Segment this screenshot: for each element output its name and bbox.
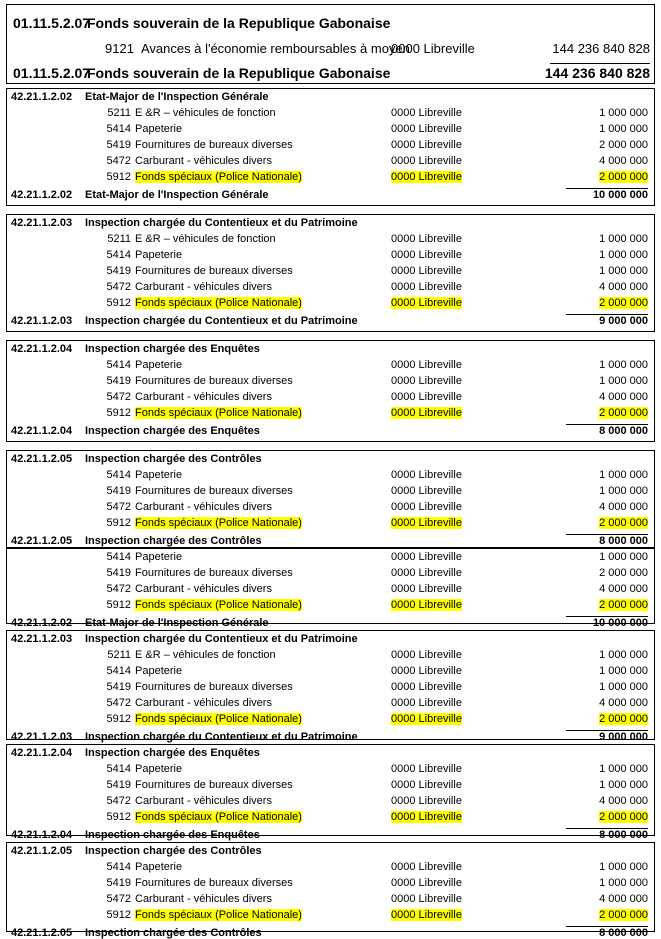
- location: 0000 Libreville: [391, 567, 462, 579]
- account-code: 5472: [106, 391, 131, 403]
- location: 0000 Libreville: [391, 469, 462, 481]
- account-label: Carburant - véhicules divers: [135, 501, 272, 513]
- section-code: 42.21.1.2.04: [11, 343, 73, 355]
- location: 0000 Libreville: [391, 375, 462, 387]
- location: 0000 Libreville: [391, 713, 462, 725]
- account-label: Fonds spéciaux (Police Nationale): [135, 297, 302, 309]
- section-title: Inspection chargée des Enquêtes: [85, 747, 260, 759]
- account-label: Fonds spéciaux (Police Nationale): [135, 407, 302, 419]
- account-code: 5912: [106, 171, 131, 183]
- location: 0000 Libreville: [391, 233, 462, 245]
- account-label: Carburant - véhicules divers: [135, 281, 272, 293]
- account-code: 5414: [106, 763, 131, 775]
- account-label: Fonds spéciaux (Police Nationale): [135, 171, 302, 183]
- account-code: 5472: [106, 155, 131, 167]
- account-label: Papeterie: [135, 665, 183, 677]
- account-code: 5419: [106, 485, 131, 497]
- account-code: 5912: [106, 599, 131, 611]
- total-amount: 8 000 000: [599, 829, 648, 841]
- location: 0000 Libreville: [391, 861, 462, 873]
- account-code: 5472: [106, 281, 131, 293]
- account-label: Carburant - véhicules divers: [135, 155, 272, 167]
- amount: 2 000 000: [599, 909, 648, 921]
- account-label: E &R – véhicules de fonction: [135, 649, 276, 661]
- account-label: Carburant - véhicules divers: [135, 391, 272, 403]
- section-title: Inspection chargée du Contentieux et du Patrimoine: [85, 217, 358, 229]
- account-code: 5419: [106, 375, 131, 387]
- amount: 1 000 000: [599, 107, 648, 119]
- budget-block: [6, 340, 655, 442]
- section-code: 42.21.1.2.05: [11, 845, 73, 857]
- account-code: 5912: [106, 909, 131, 921]
- location: 0000 Libreville: [391, 265, 462, 277]
- account-label: Fournitures de bureaux diverses: [135, 681, 293, 693]
- location: 0000 Libreville: [391, 763, 462, 775]
- amount: 4 000 000: [599, 893, 648, 905]
- budget-block: [6, 630, 655, 743]
- total-title: Inspection chargée du Contentieux et du Patrimoine: [85, 731, 358, 743]
- location: 0000 Libreville: [391, 909, 462, 921]
- account-code: 5414: [106, 551, 131, 563]
- account-label: Papeterie: [135, 763, 183, 775]
- account-code: 5912: [106, 713, 131, 725]
- location: 0000 Libreville: [391, 649, 462, 661]
- account-label: Carburant - véhicules divers: [135, 583, 272, 595]
- account-code: 5414: [106, 665, 131, 677]
- total-code: 42.21.1.2.05: [11, 535, 73, 547]
- total-title: Inspection chargée des Contrôles: [85, 927, 262, 939]
- total-amount: 8 000 000: [599, 425, 648, 437]
- total-title: Etat-Major de l'Inspection Générale: [85, 617, 269, 629]
- amount: 2 000 000: [599, 567, 648, 579]
- total-code: 42.21.1.2.04: [11, 425, 73, 437]
- total-amount: 10 000 000: [592, 617, 648, 629]
- section-code: 42.21.1.2.03: [11, 217, 73, 229]
- location: 0000 Libreville: [391, 391, 462, 403]
- total-title: Inspection chargée des Contrôles: [85, 535, 262, 547]
- amount: 4 000 000: [599, 281, 648, 293]
- section-title: Inspection chargée des Contrôles: [85, 453, 262, 465]
- account-label: Fournitures de bureaux diverses: [135, 567, 293, 579]
- location: 0000 Libreville: [391, 139, 462, 151]
- total-underline: [550, 63, 650, 64]
- account-code: 5414: [106, 249, 131, 261]
- account-label: Papeterie: [135, 551, 183, 563]
- amount: 1 000 000: [599, 375, 648, 387]
- account-label: Fonds spéciaux (Police Nationale): [135, 909, 302, 921]
- account-label: Fournitures de bureaux diverses: [135, 139, 293, 151]
- total-title: Inspection chargée des Enquêtes: [85, 829, 260, 841]
- account-label: Carburant - véhicules divers: [135, 697, 272, 709]
- account-label: Papeterie: [135, 123, 183, 135]
- location: 0000 Libreville: [391, 281, 462, 293]
- section-code: 42.21.1.2.04: [11, 747, 73, 759]
- account-label: Fournitures de bureaux diverses: [135, 779, 293, 791]
- section-code: 42.21.1.2.03: [11, 633, 73, 645]
- account-code: 5414: [106, 123, 131, 135]
- amount: 1 000 000: [599, 861, 648, 873]
- account-code: 5419: [106, 877, 131, 889]
- amount: 1 000 000: [599, 551, 648, 563]
- total-title: Inspection chargée du Contentieux et du Patrimoine: [85, 315, 358, 327]
- account-label: E &R – véhicules de fonction: [135, 107, 276, 119]
- total-title: Inspection chargée des Enquêtes: [85, 425, 260, 437]
- amount: 2 000 000: [599, 599, 648, 611]
- account-code: 5472: [106, 893, 131, 905]
- location: 0000 Libreville: [391, 599, 462, 611]
- amount: 4 000 000: [599, 391, 648, 403]
- total-code: 42.21.1.2.02: [11, 189, 73, 201]
- account-code: 5419: [106, 139, 131, 151]
- amount: 4 000 000: [599, 501, 648, 513]
- account-code: 5419: [106, 779, 131, 791]
- account-label: Fournitures de bureaux diverses: [135, 375, 293, 387]
- account-label: Fonds spéciaux (Police Nationale): [135, 599, 302, 611]
- account-code: 5414: [106, 469, 131, 481]
- account-label: Fonds spéciaux (Police Nationale): [135, 517, 302, 529]
- location: 0000 Libreville: [391, 517, 462, 529]
- budget-block: [6, 842, 655, 939]
- total-amount: 10 000 000: [592, 189, 648, 201]
- total-title: Etat-Major de l'Inspection Générale: [85, 189, 269, 201]
- account-label: Papeterie: [135, 861, 183, 873]
- amount: 1 000 000: [599, 681, 648, 693]
- amount: 4 000 000: [599, 697, 648, 709]
- account-code: 5419: [106, 681, 131, 693]
- account-code: 5912: [106, 517, 131, 529]
- amount: 1 000 000: [599, 665, 648, 677]
- account-label: Papeterie: [135, 359, 183, 371]
- location: 0000 Libreville: [391, 811, 462, 823]
- account-code: 5211: [107, 649, 131, 661]
- fund-block: 01.11.5.2.07 Fonds souverain de la Republique Gabonaise 9121 Avances à l'économie remboursables à moyen 0000 Libreville 144 236 840 828 01.11.5.2.07 Fonds souverain de la Republique Gabonaise 144 236 840 828: [6, 4, 655, 84]
- location: 0000 Libreville: [391, 583, 462, 595]
- total-code: 42.21.1.2.03: [11, 315, 73, 327]
- total-code: 42.21.1.2.05: [11, 927, 73, 939]
- account-label: Fonds spéciaux (Police Nationale): [135, 811, 302, 823]
- account-code: 5912: [106, 297, 131, 309]
- total-code: 42.21.1.2.02: [11, 617, 73, 629]
- total-amount: 8 000 000: [599, 535, 648, 547]
- budget-block: [6, 548, 655, 629]
- location: 0000 Libreville: [391, 155, 462, 167]
- account-label: Fournitures de bureaux diverses: [135, 877, 293, 889]
- amount: 1 000 000: [599, 779, 648, 791]
- location: 0000 Libreville: [391, 171, 462, 183]
- section-code: 42.21.1.2.02: [11, 91, 73, 103]
- account-label: Fournitures de bureaux diverses: [135, 265, 293, 277]
- amount: 4 000 000: [599, 583, 648, 595]
- budget-block: [6, 214, 655, 332]
- section-title: Inspection chargée des Contrôles: [85, 845, 262, 857]
- amount: 2 000 000: [599, 171, 648, 183]
- location: 0000 Libreville: [391, 107, 462, 119]
- account-code: 5211: [107, 233, 131, 245]
- amount: 1 000 000: [599, 249, 648, 261]
- account-code: 5419: [106, 567, 131, 579]
- amount: 2 000 000: [599, 517, 648, 529]
- location: 0000 Libreville: [391, 297, 462, 309]
- amount: 1 000 000: [599, 233, 648, 245]
- account-code: 5472: [106, 583, 131, 595]
- location: 0000 Libreville: [391, 359, 462, 371]
- location: 0000 Libreville: [391, 893, 462, 905]
- account-code: 5472: [106, 501, 131, 513]
- location: 0000 Libreville: [391, 551, 462, 563]
- account-label: Fournitures de bureaux diverses: [135, 485, 293, 497]
- section-title: Inspection chargée du Contentieux et du Patrimoine: [85, 633, 358, 645]
- section-code: 42.21.1.2.05: [11, 453, 73, 465]
- account-label: Carburant - véhicules divers: [135, 795, 272, 807]
- amount: 2 000 000: [599, 713, 648, 725]
- total-amount: 8 000 000: [599, 927, 648, 939]
- location: 0000 Libreville: [391, 485, 462, 497]
- budget-block: [6, 88, 655, 206]
- location: 0000 Libreville: [391, 697, 462, 709]
- total-amount: 9 000 000: [599, 731, 648, 743]
- amount: 1 000 000: [599, 763, 648, 775]
- amount: 4 000 000: [599, 795, 648, 807]
- total-amount: 9 000 000: [599, 315, 648, 327]
- amount: 4 000 000: [599, 155, 648, 167]
- amount: 2 000 000: [599, 297, 648, 309]
- account-code: 5912: [106, 407, 131, 419]
- account-code: 5472: [106, 697, 131, 709]
- account-label: Papeterie: [135, 249, 183, 261]
- amount: 2 000 000: [599, 139, 648, 151]
- section-title: Inspection chargée des Enquêtes: [85, 343, 260, 355]
- total-code: 42.21.1.2.03: [11, 731, 73, 743]
- amount: 2 000 000: [599, 407, 648, 419]
- location: 0000 Libreville: [391, 123, 462, 135]
- account-code: 5414: [106, 861, 131, 873]
- budget-block: [6, 744, 655, 841]
- amount: 1 000 000: [599, 485, 648, 497]
- amount: 1 000 000: [599, 877, 648, 889]
- budget-block: [6, 450, 655, 548]
- amount: 1 000 000: [599, 649, 648, 661]
- account-label: Carburant - véhicules divers: [135, 893, 272, 905]
- location: 0000 Libreville: [391, 249, 462, 261]
- location: 0000 Libreville: [391, 681, 462, 693]
- location: 0000 Libreville: [391, 877, 462, 889]
- amount: 2 000 000: [599, 811, 648, 823]
- amount: 1 000 000: [599, 265, 648, 277]
- total-code: 42.21.1.2.04: [11, 829, 73, 841]
- amount: 1 000 000: [599, 469, 648, 481]
- account-code: 5472: [106, 795, 131, 807]
- account-label: Papeterie: [135, 469, 183, 481]
- amount: 1 000 000: [599, 123, 648, 135]
- location: 0000 Libreville: [391, 795, 462, 807]
- amount: 1 000 000: [599, 359, 648, 371]
- location: 0000 Libreville: [391, 407, 462, 419]
- location: 0000 Libreville: [391, 665, 462, 677]
- section-title: Etat-Major de l'Inspection Générale: [85, 91, 269, 103]
- location: 0000 Libreville: [391, 501, 462, 513]
- account-code: 5912: [106, 811, 131, 823]
- account-label: E &R – véhicules de fonction: [135, 233, 276, 245]
- account-code: 5419: [106, 265, 131, 277]
- account-code: 5414: [106, 359, 131, 371]
- account-code: 5211: [107, 107, 131, 119]
- account-label: Fonds spéciaux (Police Nationale): [135, 713, 302, 725]
- location: 0000 Libreville: [391, 779, 462, 791]
